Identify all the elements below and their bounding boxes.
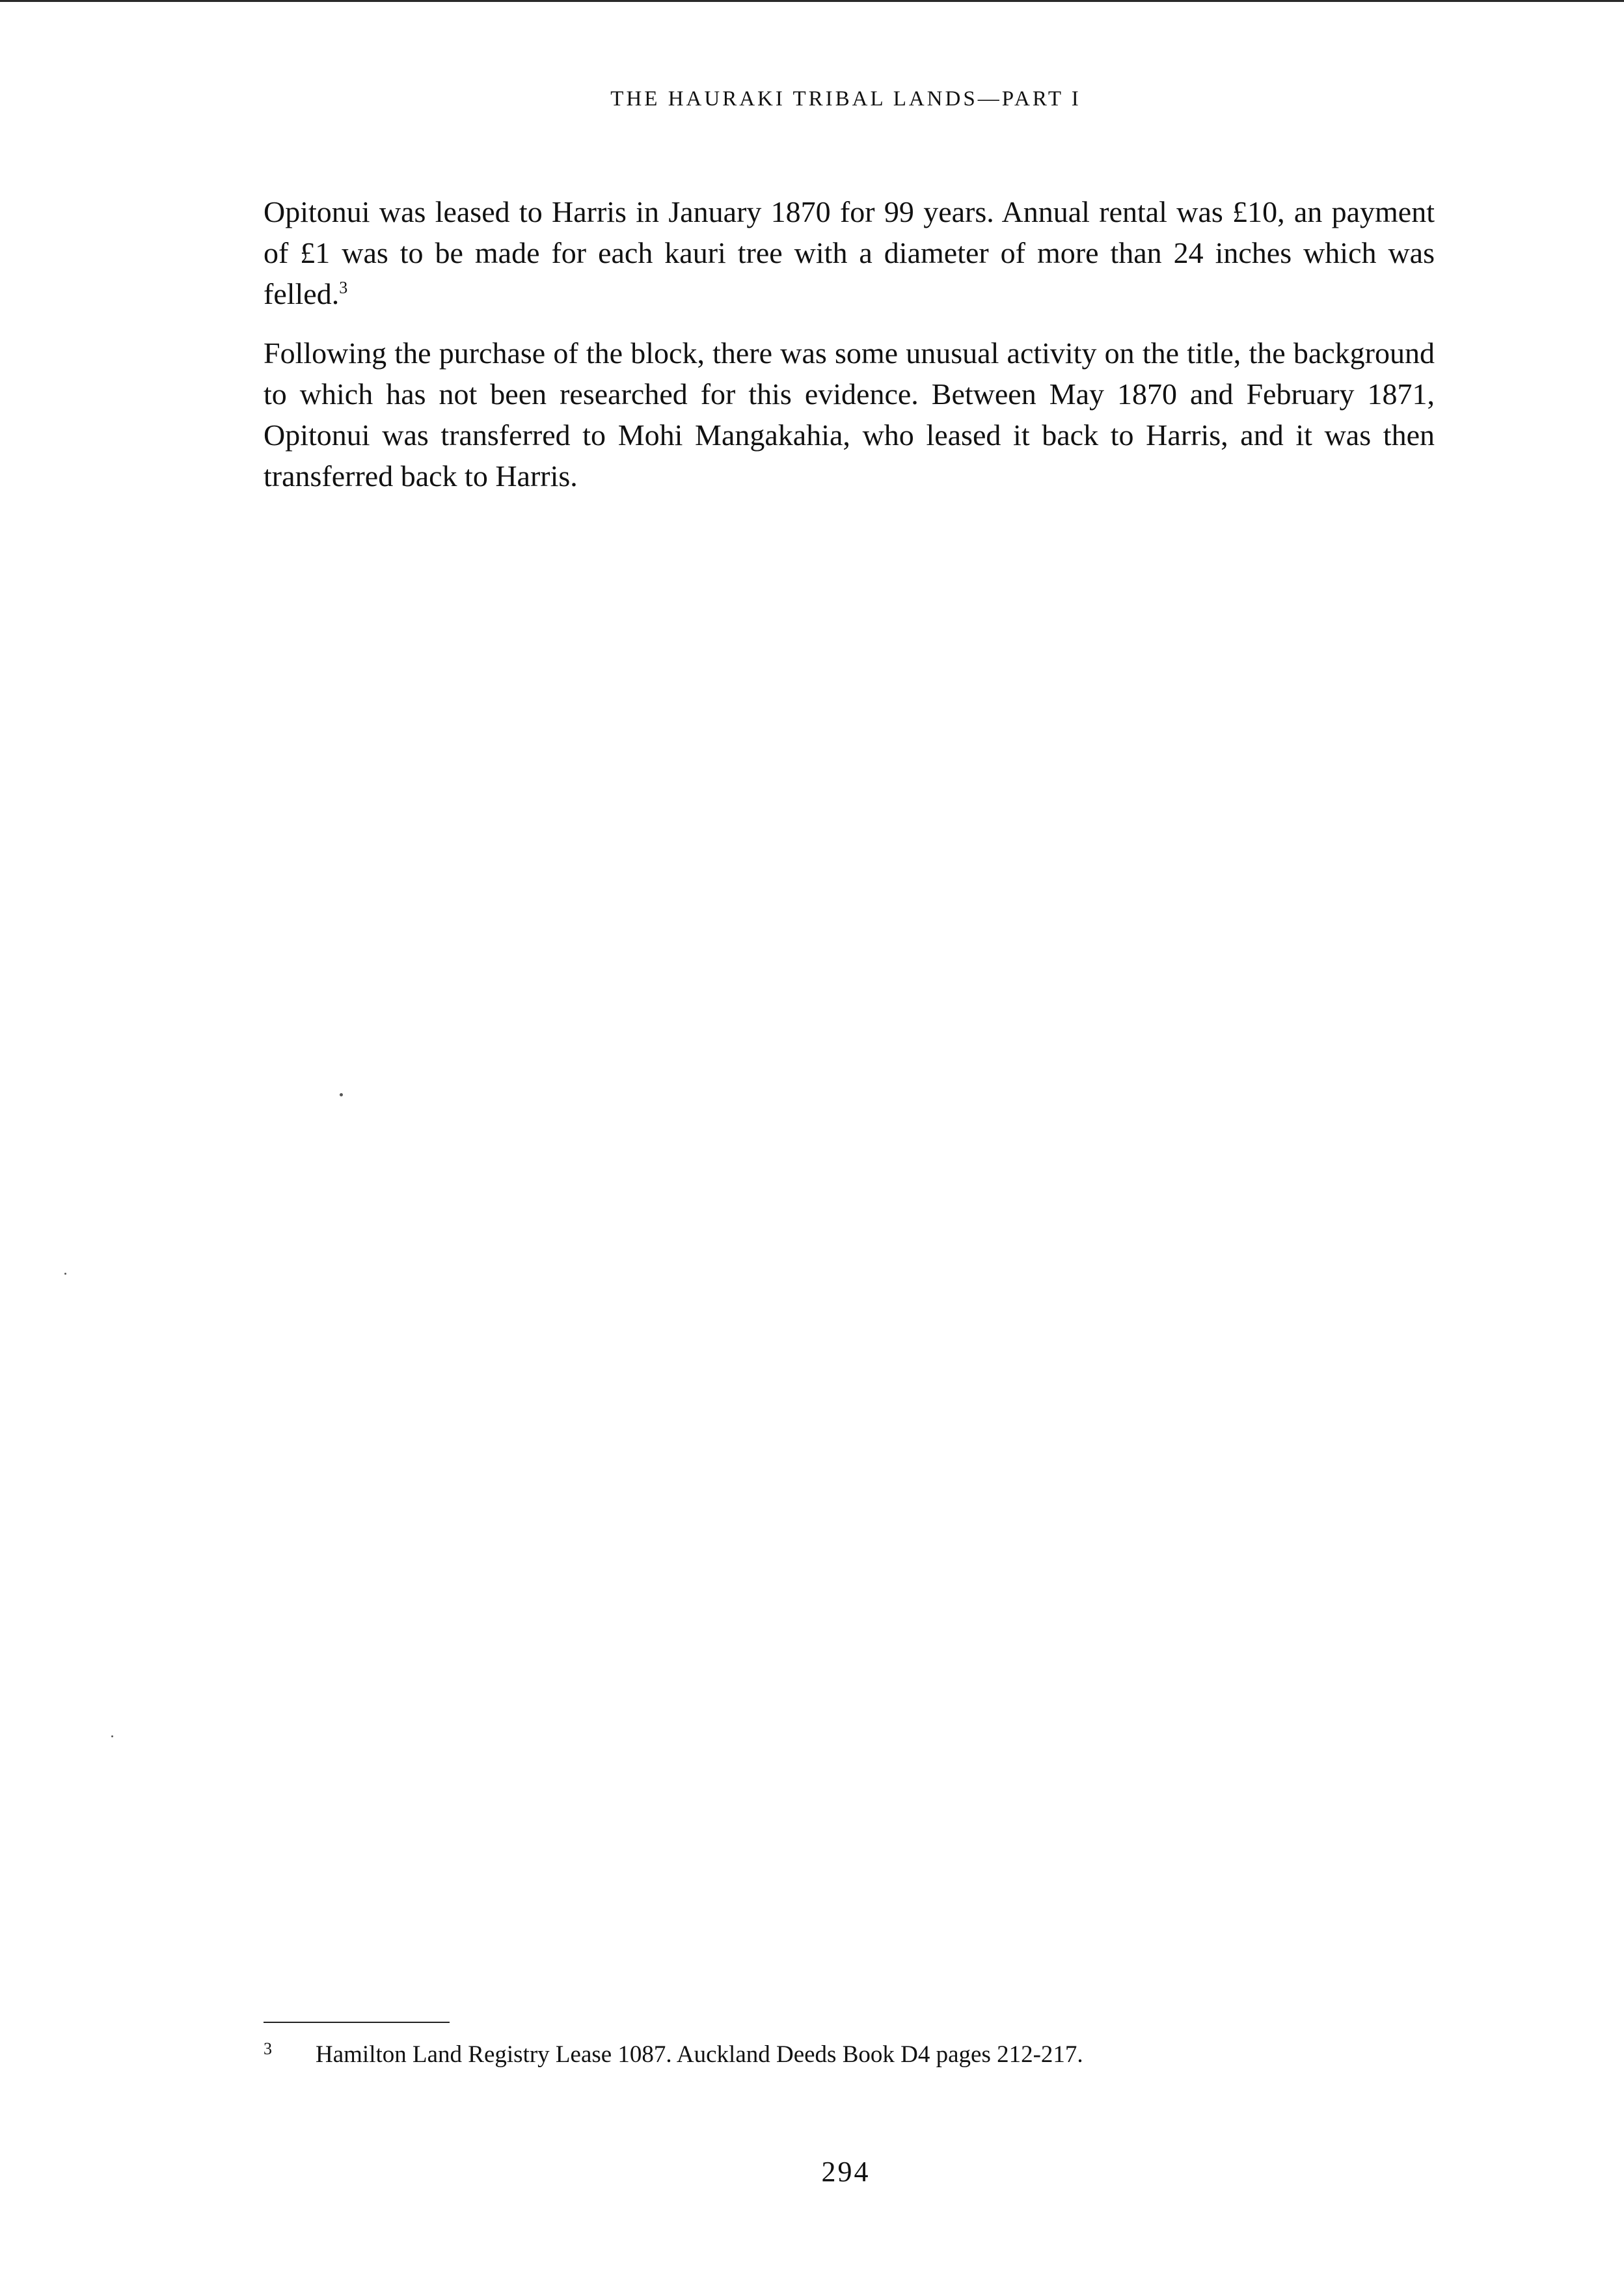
scan-speck bbox=[340, 1093, 343, 1096]
scan-speck bbox=[64, 1273, 66, 1275]
scan-speck bbox=[111, 1735, 113, 1737]
footnote bbox=[264, 2039, 1435, 2070]
page-top-border bbox=[0, 0, 1624, 2]
footnote-reference[interactable]: 3 bbox=[339, 278, 348, 297]
paragraph bbox=[264, 332, 1435, 496]
footnote-separator bbox=[264, 2022, 450, 2023]
footnote-text: Hamilton Land Registry Lease 1087. Auckland Deeds Book D4 pages 212-217. bbox=[316, 2041, 1083, 2068]
body-text bbox=[264, 191, 1435, 515]
paragraph bbox=[264, 191, 1435, 314]
paragraph-text: Opitonui was leased to Harris in January 1870 for 99 years. Annual rental was £10, an payment of £1 was to be made for each kauri tree with a diameter of more than 24 inches which was felled. bbox=[264, 195, 1435, 310]
footnote-number: 3 bbox=[264, 2039, 272, 2058]
page-number: 294 bbox=[821, 2156, 871, 2188]
running-head: THE HAURAKI TRIBAL LANDS—PART I bbox=[610, 87, 1081, 111]
paragraph-text: Following the purchase of the block, there was some unusual activity on the title, the background to which has not been researched for this evidence. Between May 1870 and February 1871, Opitonui was transferred to Mohi Mangakahia, who leased it back to Harris, and it was then transferred back to Harris. bbox=[264, 336, 1435, 493]
